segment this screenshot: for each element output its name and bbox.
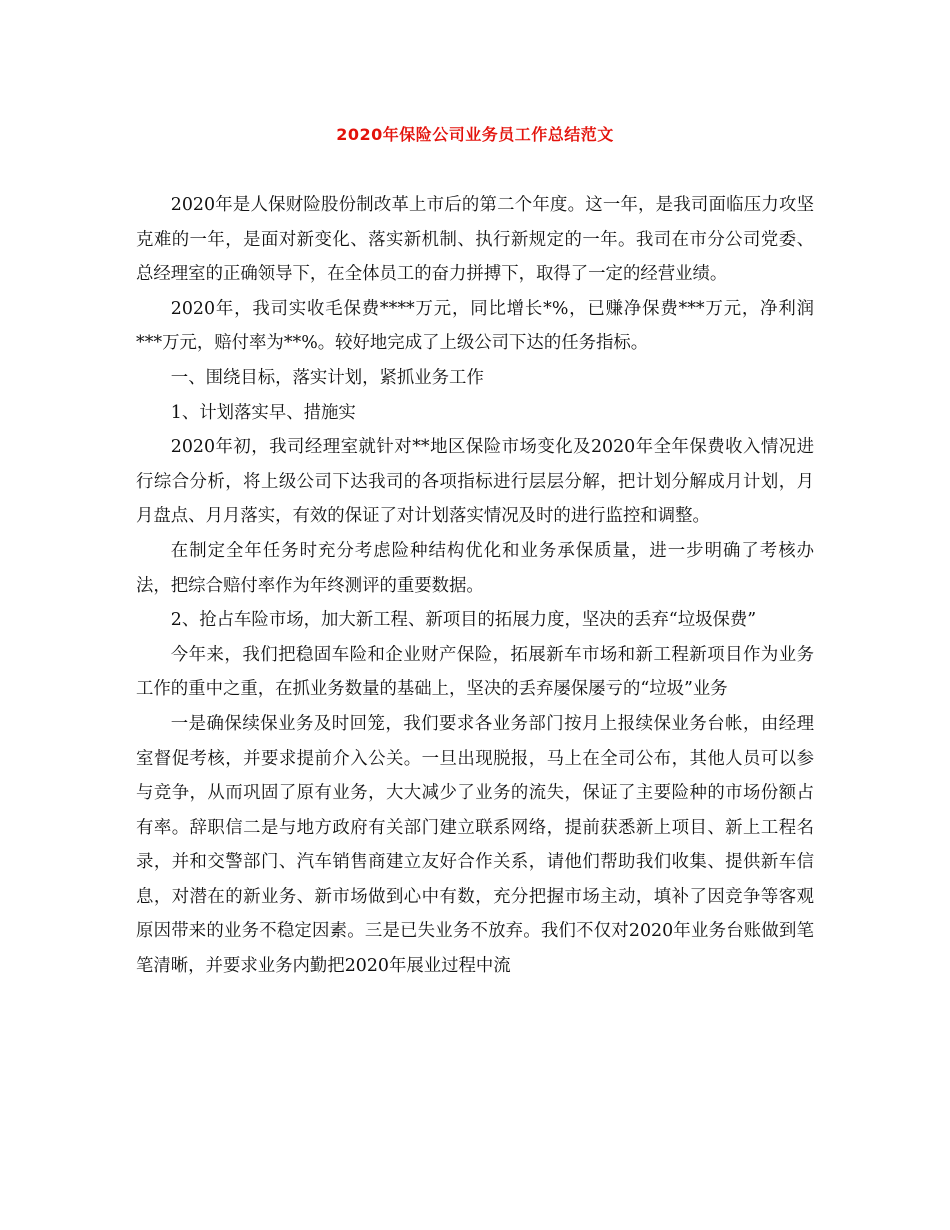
paragraph-market: 今年来，我们把稳固车险和企业财产保险，拓展新车市场和新工程新项目作为业务工作的重中之重，在抓业务数量的基础上，坚决的丢弃屡保屡亏的“垃圾”业务 [136,644,814,700]
paragraph-intro: 2020年是人保财险股份制改革上市后的第二个年度。这一年，是我司面临压力攻坚克难的一年，是面对新变化、落实新机制、执行新规定的一年。我司在市分公司党委、总经理室的正确领导下，在全体员工的奋力拼搏下，取得了一定的经营业绩。 [136,195,814,285]
subheading-2: 2、抢占车险市场，加大新工程、新项目的拓展力度，坚决的丢弃“垃圾保费” [170,610,757,631]
subheading-1: 1、计划落实早、措施实 [170,402,356,423]
section-heading-1: 一、围绕目标，落实计划，紧抓业务工作 [170,367,484,388]
document-body [136,188,814,984]
document-title: 2020年保险公司业务员工作总结范文 [336,125,614,144]
paragraph-results: 2020年，我司实收毛保费****万元，同比增长*%，已赚净保费***万元，净利润***万元，赔付率为**%。较好地完成了上级公司下达的任务指标。 [136,298,814,354]
paragraph-assessment: 在制定全年任务时充分考虑险种结构优化和业务承保质量，进一步明确了考核办法，把综合赔付率作为年终测评的重要数据。 [136,540,814,596]
paragraph-plan: 2020年初，我司经理室就针对**地区保险市场变化及2020年全年保费收入情况进行综合分析，将上级公司下达我司的各项指标进行层层分解，把计划分解成月计划，月月盘点、月月落实，有效的保证了对计划落实情况及时的进行监控和调整。 [136,437,814,527]
paragraph-measures: 一是确保续保业务及时回笼，我们要求各业务部门按月上报续保业务台帐，由经理室督促考核，并要求提前介入公关。一旦出现脱报，马上在全司公布，其他人员可以参与竞争，从而巩固了原有业务，大大减少了业务的流失，保证了主要险种的市场份额占有率。辞职信二是与地方政府有关部门建立联系网络，提前获悉新上项目、新上工程名录，并和交警部门、汽车销售商建立友好合作关系，请他们帮助我们收集、提供新车信息，对潜在的新业务、新市场做到心中有数，充分把握市场主动，填补了因竞争等客观原因带来的业务不稳定因素。三是已失业务不放弃。我们不仅对2020年业务台账做到笔笔清晰，并要求业务内勤把2020年展业过程中流 [136,713,814,977]
